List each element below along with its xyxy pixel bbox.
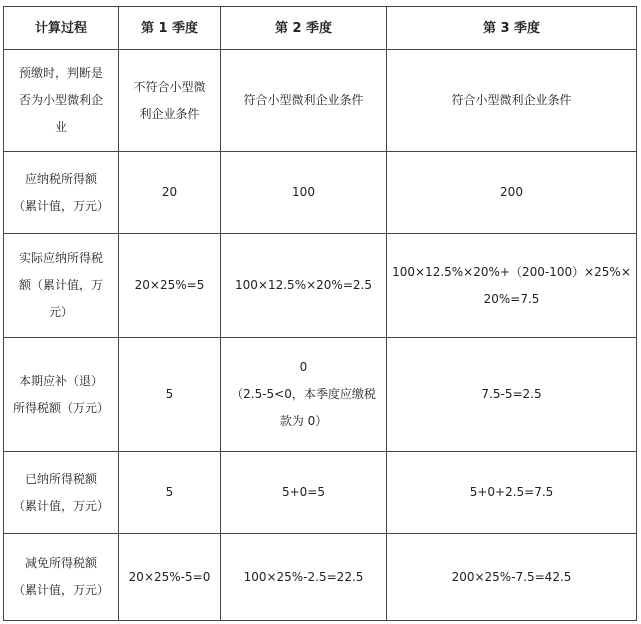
table-cell: 200×25%-7.5=42.5 <box>387 534 637 621</box>
row-label: 减免所得税额 （累计值，万元） <box>4 534 119 621</box>
table-cell: 7.5-5=2.5 <box>387 338 637 452</box>
table-header-row <box>4 7 637 50</box>
table-cell: 100 <box>221 152 387 234</box>
table-row <box>4 534 637 621</box>
header-calculation-process: 计算过程 <box>4 7 119 50</box>
table-cell: 0 （2.5-5<0，本季度应缴税 款为 0） <box>221 338 387 452</box>
table-row <box>4 50 637 152</box>
table-cell: 20 <box>119 152 221 234</box>
row-label: 已纳所得税额 （累计值，万元） <box>4 452 119 534</box>
table-cell: 不符合小型微 利企业条件 <box>119 50 221 152</box>
header-quarter-1: 第 1 季度 <box>119 7 221 50</box>
row-label: 预缴时，判断是 否为小型微利企 业 <box>4 50 119 152</box>
table-row <box>4 338 637 452</box>
header-quarter-3: 第 3 季度 <box>387 7 637 50</box>
table-cell: 5+0=5 <box>221 452 387 534</box>
table-cell: 符合小型微利企业条件 <box>387 50 637 152</box>
table-cell: 5+0+2.5=7.5 <box>387 452 637 534</box>
table-cell: 5 <box>119 338 221 452</box>
row-label: 应纳税所得额 （累计值，万元） <box>4 152 119 234</box>
table-cell: 200 <box>387 152 637 234</box>
table-cell: 100×12.5%×20%+（200-100）×25%× 20%=7.5 <box>387 234 637 338</box>
tax-calculation-table-container <box>3 6 637 621</box>
header-quarter-2: 第 2 季度 <box>221 7 387 50</box>
table-cell: 20×25%=5 <box>119 234 221 338</box>
table-cell: 100×25%-2.5=22.5 <box>221 534 387 621</box>
table-cell: 5 <box>119 452 221 534</box>
table-cell: 100×12.5%×20%=2.5 <box>221 234 387 338</box>
table-cell: 20×25%-5=0 <box>119 534 221 621</box>
row-label: 实际应纳所得税 额（累计值，万 元） <box>4 234 119 338</box>
tax-calculation-table <box>3 6 637 621</box>
table-cell: 符合小型微利企业条件 <box>221 50 387 152</box>
table-row <box>4 452 637 534</box>
row-label: 本期应补（退） 所得税额（万元） <box>4 338 119 452</box>
table-row <box>4 152 637 234</box>
table-row <box>4 234 637 338</box>
